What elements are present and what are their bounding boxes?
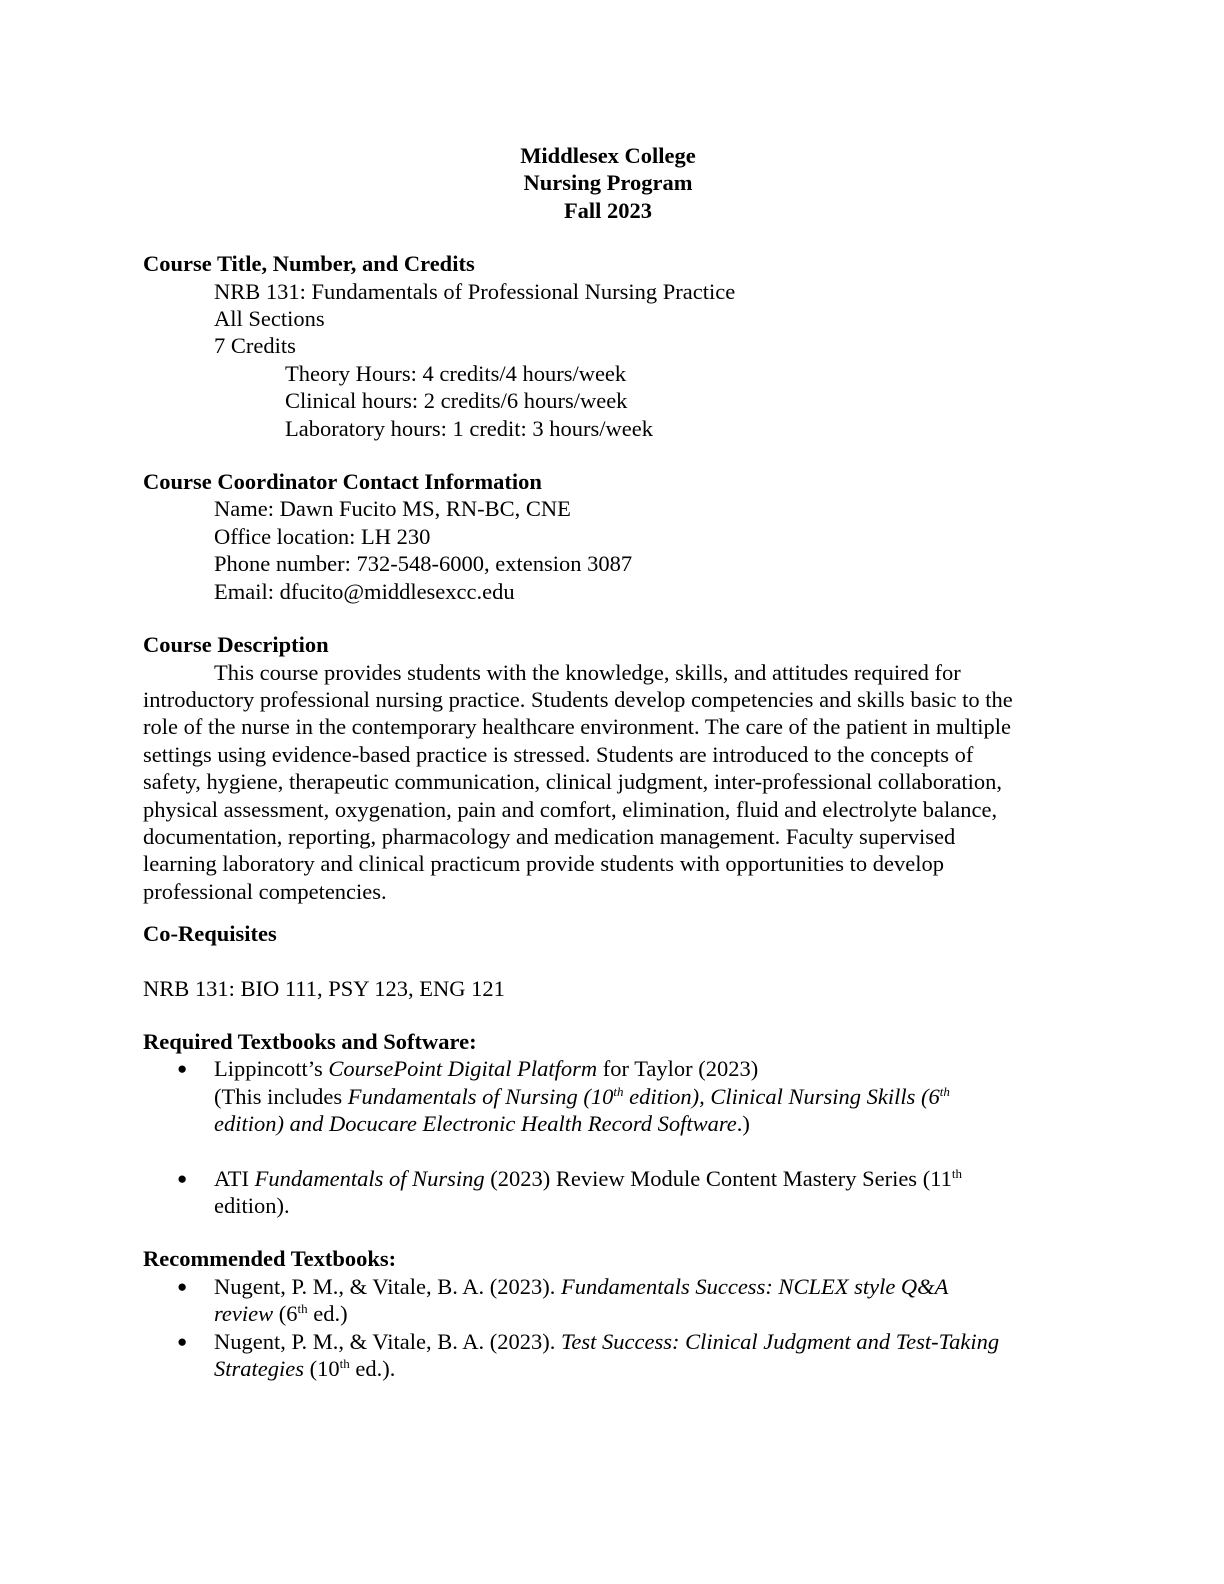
course-title-section	[143, 250, 1073, 442]
section-heading: Required Textbooks and Software:	[143, 1028, 477, 1054]
laboratory-hours: Laboratory hours: 1 credit: 3 hours/week	[285, 415, 654, 441]
list-item: ● ATI Fundamentals of Nursing (2023) Review Module Content Mastery Series (11th edition).	[177, 1165, 962, 1218]
description-paragraph	[143, 659, 1073, 906]
section-heading: Co-Requisites	[143, 921, 277, 947]
program-name: Nursing Program	[523, 170, 693, 196]
section-heading: Course Title, Number, and Credits	[143, 251, 475, 277]
phone-number: Phone number: 732-548-6000, extension 3087	[214, 551, 633, 577]
coordinator-section	[143, 468, 1073, 605]
college-name: Middlesex College	[520, 143, 696, 168]
required-textbooks-section	[143, 1028, 1073, 1219]
theory-hours: Theory Hours: 4 credits/4 hours/week	[285, 360, 627, 386]
document-header	[143, 142, 1073, 224]
description-line: learning laboratory and clinical practicum provide students with opportunities to develop	[143, 851, 945, 877]
office-location: Office location: LH 230	[214, 523, 431, 549]
coordinator-name: Name: Dawn Fucito MS, RN-BC, CNE	[214, 496, 571, 522]
course-sections: All Sections	[214, 306, 325, 332]
list-item: ● Nugent, P. M., & Vitale, B. A. (2023). Test Success: Clinical Judgment and Test-Taking Strategies (10th ed.).	[177, 1328, 1000, 1382]
corequisites-list: NRB 131: BIO 111, PSY 123, ENG 121	[143, 975, 505, 1001]
description-line: safety, hygiene, therapeutic communication, clinical judgment, inter-professional collaboration,	[143, 769, 1003, 795]
course-name: NRB 131: Fundamentals of Professional Nursing Practice	[214, 278, 736, 304]
list-item: ● Lippincott’s CoursePoint Digital Platform for Taylor (2023) (This includes Fundamentals of Nursing (10th edition), Clinical Nursing Skills (6th edition) and Docucare Electronic Health Record Software.)	[177, 1056, 950, 1137]
description-line: This course provides students with the knowledge, skills, and attitudes required for	[214, 659, 961, 685]
bullet-icon: ●	[177, 1059, 188, 1079]
description-line: role of the nurse in the contemporary healthcare environment. The care of the patient in multiple	[143, 714, 1012, 740]
bullet-icon: ●	[177, 1276, 188, 1296]
bullet-icon: ●	[177, 1331, 188, 1351]
recommended-textbooks-section	[143, 1245, 1073, 1382]
course-credits: 7 Credits	[214, 333, 296, 359]
email-address: Email: dfucito@middlesexcc.edu	[214, 578, 515, 604]
corequisites-section	[143, 920, 1073, 1002]
description-line: physical assessment, oxygenation, pain and comfort, elimination, fluid and electrolyte balance,	[143, 796, 998, 822]
description-section	[143, 631, 1073, 905]
section-heading: Course Description	[143, 632, 329, 658]
description-line: documentation, reporting, pharmacology and medication management. Faculty supervised	[143, 823, 956, 849]
section-heading: Recommended Textbooks:	[143, 1246, 397, 1272]
section-heading: Course Coordinator Contact Information	[143, 469, 542, 495]
description-line: settings using evidence-based practice is stressed. Students are introduced to the concepts of	[143, 741, 974, 767]
term: Fall 2023	[563, 197, 653, 223]
bullet-icon: ●	[177, 1168, 188, 1188]
description-line: professional competencies.	[143, 878, 387, 904]
syllabus-page	[143, 142, 1073, 1382]
description-line: introductory professional nursing practice. Students develop competencies and skills basic to the	[143, 686, 1013, 712]
clinical-hours: Clinical hours: 2 credits/6 hours/week	[285, 388, 628, 414]
list-item: ● Nugent, P. M., & Vitale, B. A. (2023). Fundamentals Success: NCLEX style Q&A review (6th ed.)	[177, 1273, 949, 1327]
